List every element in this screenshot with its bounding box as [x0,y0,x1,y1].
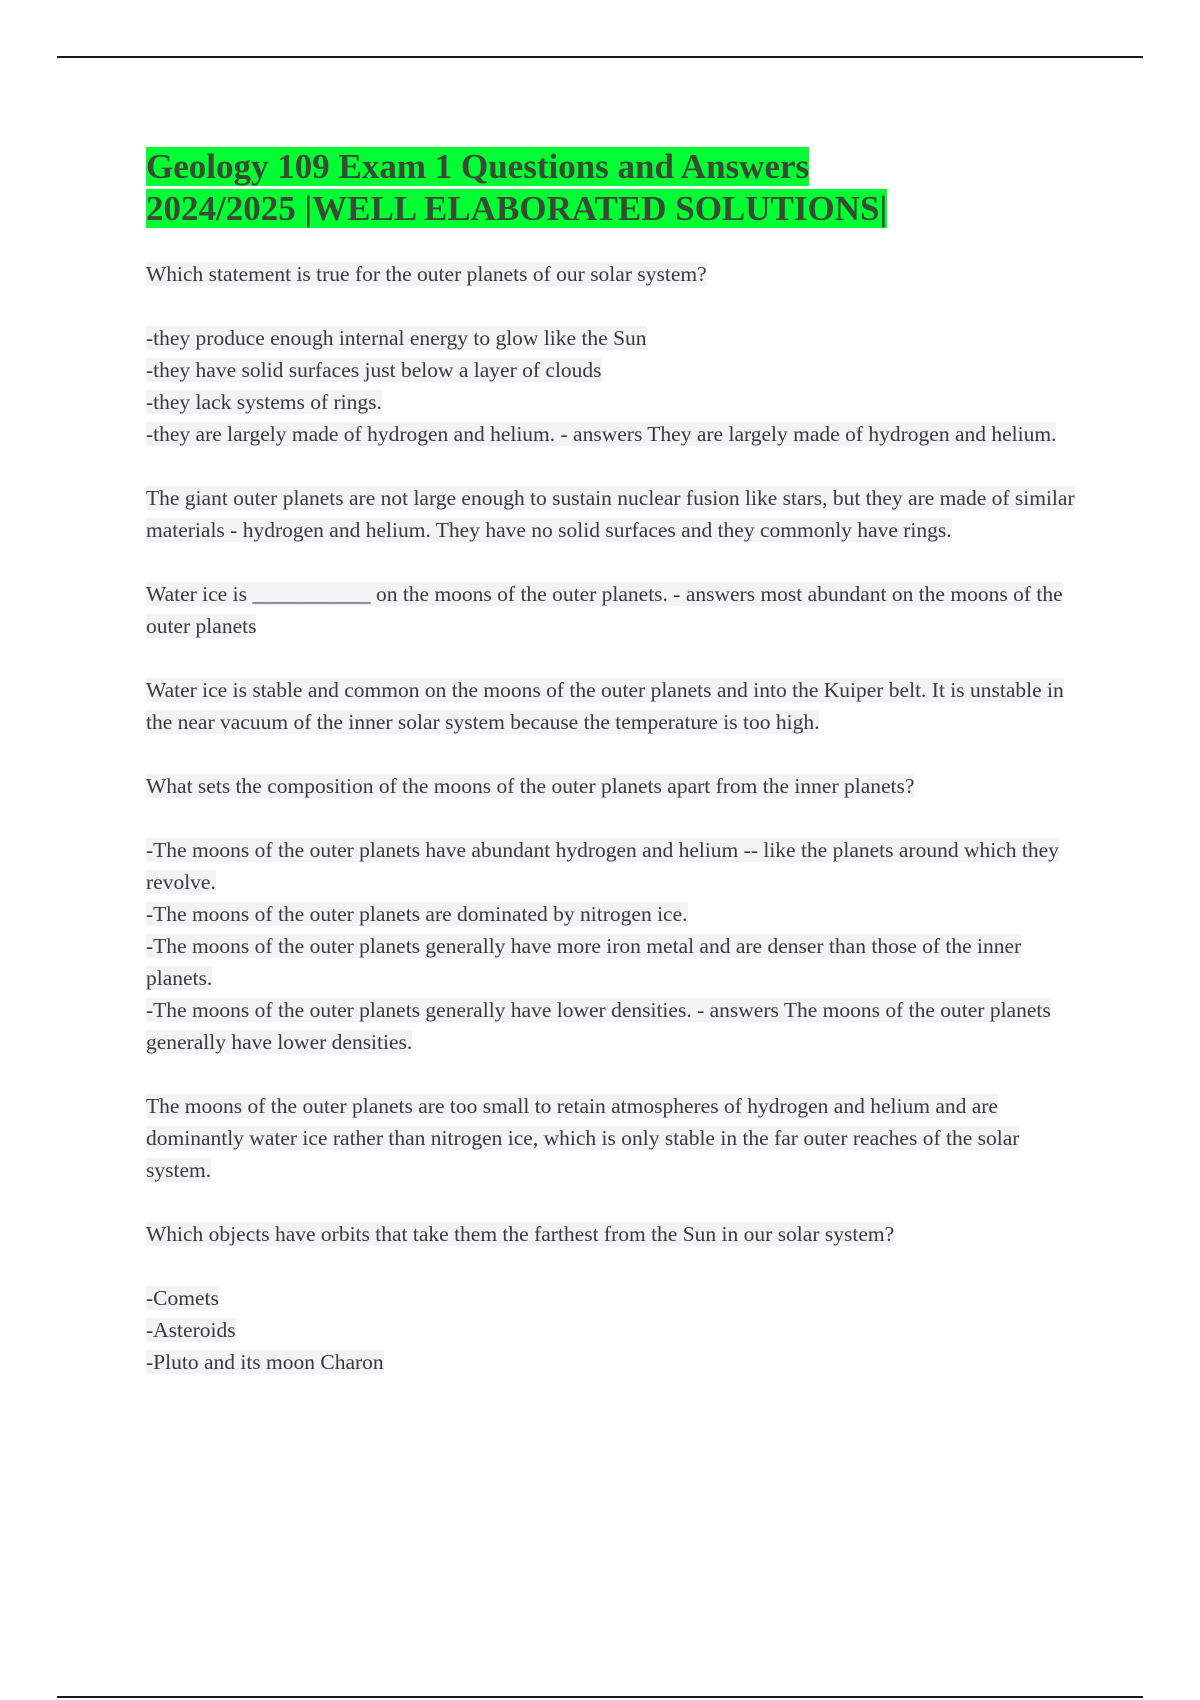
question-3-option-1: -The moons of the outer planets have abundant hydrogen and helium -- like the planets around which they revolve. [146,838,1059,894]
question-3-explanation-text: The moons of the outer planets are too small to retain atmospheres of hydrogen and helium and are dominantly water ice rather than nitrogen ice, which is only stable in the far outer reaches of the solar system. [146,1094,1020,1182]
question-2-text: Water ice is ___________ on the moons of the outer planets. - answers most abundant on the moons of the outer planets [146,582,1063,638]
question-1-text: Which statement is true for the outer planets of our solar system? [146,262,707,286]
question-4-text: Which objects have orbits that take them the farthest from the Sun in our solar system? [146,1222,895,1246]
question-2 [146,578,1076,642]
title-line-2: 2024/2025 |WELL ELABORATED SOLUTIONS| [146,189,888,228]
question-3 [146,770,1076,802]
question-2-explanation-text: Water ice is stable and common on the moons of the outer planets and into the Kuiper belt. It is unstable in the near vacuum of the inner solar system because the temperature is too high. [146,678,1064,734]
question-1-option-3: -they lack systems of rings. [146,390,382,414]
question-2-explanation [146,674,1076,738]
question-1 [146,258,1076,290]
title-line-1: Geology 109 Exam 1 Questions and Answers [146,147,810,186]
question-3-text: What sets the composition of the moons of the outer planets apart from the inner planets? [146,774,915,798]
question-1-options [146,322,1076,450]
question-1-explanation [146,482,1076,546]
question-4-option-2: -Asteroids [146,1318,236,1342]
question-3-option-4-answer: -The moons of the outer planets generally have lower densities. - answers The moons of the outer planets generally have lower densities. [146,998,1051,1054]
question-1-explanation-text: The giant outer planets are not large enough to sustain nuclear fusion like stars, but they are made of similar materials - hydrogen and helium. They have no solid surfaces and they commonly have rings. [146,486,1075,542]
question-4-option-3: -Pluto and its moon Charon [146,1350,384,1374]
question-1-option-1: -they produce enough internal energy to glow like the Sun [146,326,647,350]
question-3-option-3: -The moons of the outer planets generally have more iron metal and are denser than those of the inner planets. [146,934,1022,990]
question-1-option-4-answer: -they are largely made of hydrogen and helium. - answers They are largely made of hydrogen and helium. [146,422,1057,446]
footer-rule [57,1696,1143,1698]
document-body [146,146,1076,1410]
question-4-options [146,1282,1076,1378]
question-4-option-1: -Comets [146,1286,219,1310]
question-3-explanation [146,1090,1076,1186]
question-1-option-2: -they have solid surfaces just below a layer of clouds [146,358,602,382]
question-3-options [146,834,1076,1058]
question-3-option-2: -The moons of the outer planets are dominated by nitrogen ice. [146,902,688,926]
header-rule [57,56,1143,58]
question-4 [146,1218,1076,1250]
document-title [146,146,1076,230]
